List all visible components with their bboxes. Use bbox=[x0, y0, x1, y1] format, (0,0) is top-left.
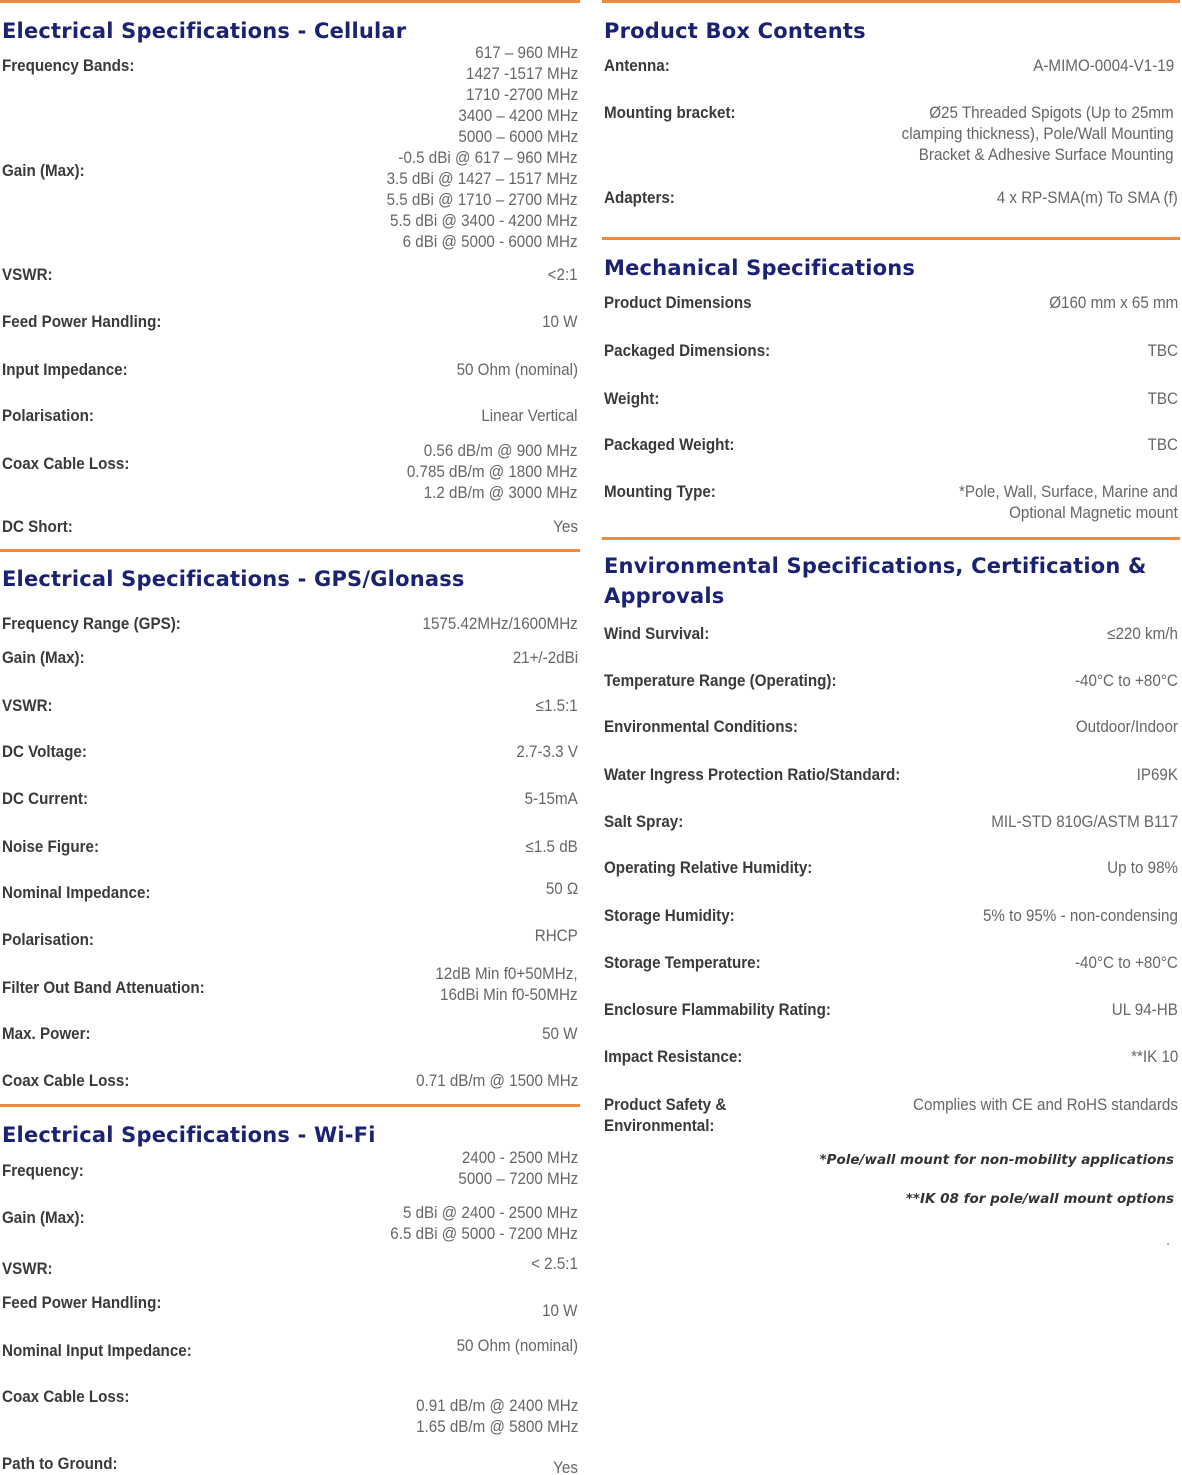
spec-label: Max. Power: bbox=[2, 1025, 91, 1043]
environmental-title-line-1: Environmental Specifications, Certification & bbox=[604, 554, 1147, 578]
spec-value: Up to 98% bbox=[1107, 859, 1178, 877]
spec-label: VSWR: bbox=[2, 1260, 53, 1278]
spec-value: 50 W bbox=[542, 1025, 578, 1043]
spec-label: Path to Ground: bbox=[2, 1455, 118, 1473]
spec-label: Environmental Conditions: bbox=[604, 718, 798, 736]
spec-label: Gain (Max): bbox=[2, 162, 85, 180]
spec-value: <2:1 bbox=[548, 266, 578, 284]
spec-value: TBC bbox=[1147, 436, 1178, 454]
spec-label: Storage Temperature: bbox=[604, 954, 761, 972]
wifi-section-title: Electrical Specifications - Wi-Fi bbox=[2, 1123, 376, 1147]
spec-value: Yes bbox=[553, 1459, 578, 1475]
spec-label: DC Voltage: bbox=[2, 743, 87, 761]
spec-value: -40°C to +80°C bbox=[1075, 672, 1178, 690]
spec-value: 617 – 960 MHz 1427 -1517 MHz 1710 -2700 MHz 3400 – 4200 MHz 5000 – 6000 MHz bbox=[458, 44, 578, 146]
spec-label: Temperature Range (Operating): bbox=[604, 672, 837, 690]
spec-value: < 2.5:1 bbox=[531, 1255, 578, 1273]
spec-label: Gain (Max): bbox=[2, 1209, 85, 1227]
spec-label: Nominal Input Impedance: bbox=[2, 1342, 192, 1360]
spec-value: MIL-STD 810G/ASTM B117 bbox=[990, 813, 1178, 831]
spec-value: -0.5 dBi @ 617 – 960 MHz 3.5 dBi @ 1427 – 1517 MHz 5.5 dBi @ 1710 – 2700 MHz 5.5 dBi @ 3400 - 4200 MHz 6 dBi @ 5000 - 6000 MHz bbox=[387, 149, 578, 251]
spec-label: Noise Figure: bbox=[2, 838, 100, 856]
spec-value: Ø25 Threaded Spigots (Up to 25mm clamping thickness), Pole/Wall Mounting Bracket & Adhesive Surface Mounting bbox=[902, 104, 1174, 164]
spec-value: Linear Vertical bbox=[481, 407, 578, 425]
environmental-title-line-2: Approvals bbox=[604, 584, 725, 608]
spec-value: 2.7-3.3 V bbox=[516, 743, 578, 761]
spec-label: Enclosure Flammability Rating: bbox=[604, 1001, 831, 1019]
spec-label: Storage Humidity: bbox=[604, 907, 735, 925]
cellular-section-title: Electrical Specifications - Cellular bbox=[2, 19, 407, 43]
spec-label: Antenna: bbox=[604, 57, 670, 75]
spec-value: 0.56 dB/m @ 900 MHz 0.785 dB/m @ 1800 MHz 1.2 dB/m @ 3000 MHz bbox=[407, 442, 578, 502]
spec-value: 0.91 dB/m @ 2400 MHz 1.65 dB/m @ 5800 MHz bbox=[415, 1397, 578, 1436]
spec-value: A-MIMO-0004-V1-19 bbox=[1033, 57, 1174, 75]
spec-label: Product Safety & Environmental: bbox=[604, 1096, 727, 1135]
spec-label: VSWR: bbox=[2, 266, 53, 284]
spec-label: Operating Relative Humidity: bbox=[604, 859, 813, 877]
section-divider bbox=[602, 0, 1180, 3]
spec-value: *Pole, Wall, Surface, Marine and Optional Magnetic mount bbox=[959, 483, 1178, 522]
spec-value: 50 Ω bbox=[545, 880, 578, 898]
spec-label: Gain (Max): bbox=[2, 649, 85, 667]
spec-label: Salt Spray: bbox=[604, 813, 684, 831]
spec-label: Input Impedance: bbox=[2, 361, 128, 379]
section-divider bbox=[602, 237, 1180, 240]
spec-label: Polarisation: bbox=[2, 931, 94, 949]
mechanical-section-title: Mechanical Specifications bbox=[604, 256, 916, 280]
spec-value: Yes bbox=[553, 518, 578, 536]
spec-label: DC Short: bbox=[2, 518, 73, 536]
spec-label: Impact Resistance: bbox=[604, 1048, 743, 1066]
spec-label: Coax Cable Loss: bbox=[2, 1072, 130, 1090]
spec-value: 50 Ohm (nominal) bbox=[456, 361, 578, 379]
spec-value: 0.71 dB/m @ 1500 MHz bbox=[415, 1072, 578, 1090]
environmental-section-title bbox=[604, 551, 1180, 611]
spec-label: Packaged Dimensions: bbox=[604, 342, 771, 360]
spec-label: Feed Power Handling: bbox=[2, 1294, 162, 1312]
spec-value: UL 94-HB bbox=[1111, 1001, 1178, 1019]
spec-value: 12dB Min f0+50MHz, 16dBi Min f0-50MHz bbox=[435, 965, 578, 1004]
spec-value: 4 x RP-SMA(m) To SMA (f) bbox=[996, 189, 1178, 207]
spec-value: ≤220 km/h bbox=[1107, 625, 1178, 643]
footnote-ik08: **IK 08 for pole/wall mount options bbox=[905, 1191, 1174, 1207]
spec-label: Filter Out Band Attenuation: bbox=[2, 979, 205, 997]
trailing-mark: . bbox=[1166, 1232, 1170, 1248]
spec-value: Outdoor/Indoor bbox=[1075, 718, 1178, 736]
spec-value: 50 Ohm (nominal) bbox=[456, 1337, 578, 1355]
spec-value: 2400 - 2500 MHz 5000 – 7200 MHz bbox=[458, 1149, 578, 1188]
spec-label: DC Current: bbox=[2, 790, 89, 808]
spec-label: Frequency Range (GPS): bbox=[2, 615, 181, 633]
spec-label: Frequency: bbox=[2, 1162, 84, 1180]
spec-label: Water Ingress Protection Ratio/Standard: bbox=[604, 766, 901, 784]
spec-label: Mounting Type: bbox=[604, 483, 716, 501]
spec-label: Weight: bbox=[604, 390, 660, 408]
spec-value: ≤1.5:1 bbox=[535, 697, 578, 715]
spec-value: 1575.42MHz/1600MHz bbox=[422, 615, 578, 633]
spec-value: 10 W bbox=[542, 313, 578, 331]
spec-label: Frequency Bands: bbox=[2, 57, 135, 75]
spec-value: 10 W bbox=[542, 1302, 578, 1320]
spec-label: Polarisation: bbox=[2, 407, 94, 425]
spec-value: -40°C to +80°C bbox=[1075, 954, 1178, 972]
spec-value: Complies with CE and RoHS standards bbox=[913, 1096, 1178, 1114]
spec-label: Coax Cable Loss: bbox=[2, 455, 130, 473]
spec-value: TBC bbox=[1147, 390, 1178, 408]
gps-section-title: Electrical Specifications - GPS/Glonass bbox=[2, 567, 465, 591]
spec-label: Coax Cable Loss: bbox=[2, 1388, 130, 1406]
spec-label: Nominal Impedance: bbox=[2, 884, 151, 902]
spec-value: 5 dBi @ 2400 - 2500 MHz 6.5 dBi @ 5000 - 7200 MHz bbox=[390, 1204, 578, 1243]
footnote-pole-wall-mount: *Pole/wall mount for non-mobility applications bbox=[819, 1152, 1174, 1168]
section-divider bbox=[0, 549, 580, 552]
spec-value: 5% to 95% - non-condensing bbox=[983, 907, 1178, 925]
section-divider bbox=[602, 537, 1180, 540]
spec-value: IP69K bbox=[1136, 766, 1178, 784]
spec-label: VSWR: bbox=[2, 697, 53, 715]
spec-value: **IK 10 bbox=[1130, 1048, 1178, 1066]
spec-value: 21+/-2dBi bbox=[512, 649, 578, 667]
spec-label: Product Dimensions bbox=[604, 294, 752, 312]
spec-value: ≤1.5 dB bbox=[525, 838, 578, 856]
section-divider bbox=[0, 0, 580, 3]
spec-value: Ø160 mm x 65 mm bbox=[1048, 294, 1178, 312]
spec-label: Mounting bracket: bbox=[604, 104, 736, 122]
spec-value: 5-15mA bbox=[524, 790, 578, 808]
box-section-title: Product Box Contents bbox=[604, 19, 866, 43]
spec-value: RHCP bbox=[534, 927, 578, 945]
spec-label: Wind Survival: bbox=[604, 625, 710, 643]
section-divider bbox=[0, 1104, 580, 1107]
spec-value: TBC bbox=[1147, 342, 1178, 360]
spec-label: Adapters: bbox=[604, 189, 675, 207]
spec-label: Feed Power Handling: bbox=[2, 313, 162, 331]
spec-label: Packaged Weight: bbox=[604, 436, 735, 454]
